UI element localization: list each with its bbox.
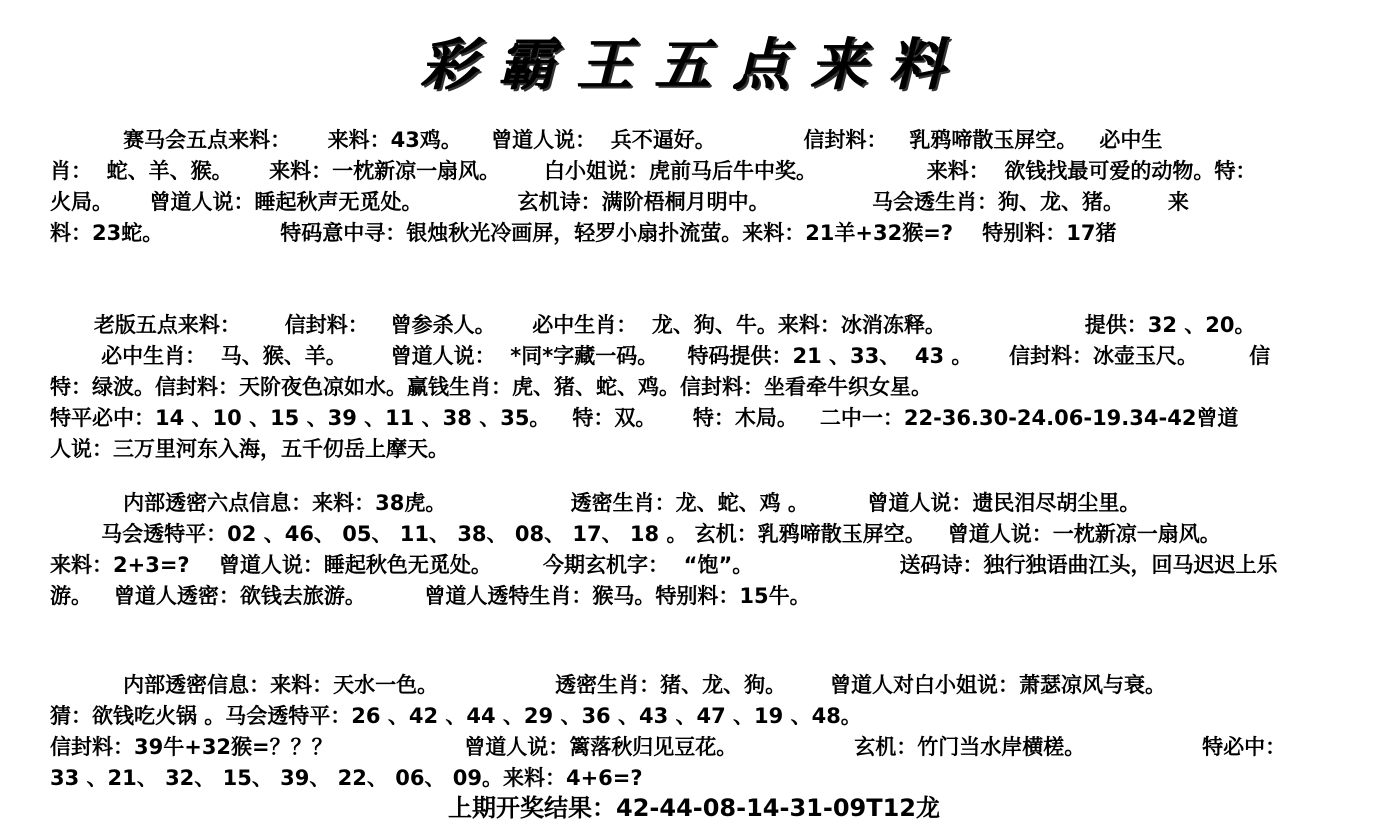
text-line: 33 、21、 32、 15、 39、 22、 06、 09。来料：4+6=?: [50, 766, 643, 790]
text-line: 马会透特平：02 、46、 05、 11、 38、 08、 17、 18 。 玄机：乳鸦啼散玉屏空。 曾道人说：一枕新凉一扇风。: [50, 522, 1221, 546]
text-line: 老版五点来料： 信封料： 曾参杀人。 必中生肖： 龙、狗、牛。来料：冰消冻释。 提供：32 、20。: [50, 313, 1256, 337]
section-internal-six-point-info: [50, 488, 1380, 612]
text-line: 必中生肖： 马、猴、羊。 曾道人说： *同*字藏一码。 特码提供：21 、33、 43 。 信封料：冰壶玉尺。 信: [50, 344, 1271, 368]
text-line: 猜：欲钱吃火锅 。马会透特平：26 、42 、44 、29 、36 、43 、47 、19 、48。: [50, 704, 862, 728]
section-internal-info: [50, 670, 1380, 794]
text-line: 内部透密六点信息：来料：38虎。 透密生肖：龙、蛇、鸡 。 曾道人说：遗民泪尽胡尘里。: [50, 491, 1141, 515]
text-line: 来料：2+3=? 曾道人说：睡起秋色无觅处。 今期玄机字： “饱”。 送码诗：独行独语曲江头，回马迟迟上乐: [50, 553, 1278, 577]
text-line: 游。 曾道人透密：欲钱去旅游。 曾道人透特生肖：猴马。特别料：15牛。: [50, 584, 811, 608]
last-draw-result: [0, 788, 1388, 828]
section-five-point-info: [50, 125, 1380, 249]
text-line: 赛马会五点来料： 来料：43鸡。 曾道人说： 兵不逼好。 信封料： 乳鸦啼散玉屏空。 必中生: [50, 128, 1163, 152]
text-line: 特：绿波。信封料：天阶夜色凉如水。赢钱生肖：虎、猪、蛇、鸡。信封料：坐看牵牛织女星。: [50, 375, 932, 399]
text-line: 肖： 蛇、羊、猴。 来料：一枕新凉一扇风。 白小姐说：虎前马后牛中奖。 来料： 欲钱找最可爱的动物。特：: [50, 159, 1257, 183]
text-line: 特平必中：14 、10 、15 、39 、11 、38 、35。 特：双。 特：木局。 二中一：22-36.30-24.06-19.34-42曾道: [50, 406, 1239, 430]
page-title: 彩霸王五点来料: [421, 32, 967, 98]
text-line: 信封料：39牛+32猴=？？？ 曾道人说：篱落秋归见豆花。 玄机：竹门当水岸横槎。 特必中：: [50, 735, 1287, 759]
text-line: 内部透密信息：来料：天水一色。 透密生肖：猪、龙、狗。 曾道人对白小姐说：萧瑟凉风与衰。: [50, 673, 1166, 697]
text-line: 人说：三万里河东入海，五千仞岳上摩天。: [50, 437, 449, 461]
text-line: 料：23蛇。 特码意中寻：银烛秋光冷画屏，轻罗小扇扑流萤。来料：21羊+32猴=? 特别料：17猪: [50, 221, 1117, 245]
last-draw-numbers: 42-44-08-14-31-09T12龙: [616, 794, 940, 822]
last-draw-label: 上期开奖结果：: [448, 794, 617, 822]
section-old-version-info: [50, 310, 1380, 465]
text-line: 火局。 曾道人说：睡起秋声无觅处。 玄机诗：满阶梧桐月明中。 马会透生肖：狗、龙、猪。 来: [50, 190, 1189, 214]
